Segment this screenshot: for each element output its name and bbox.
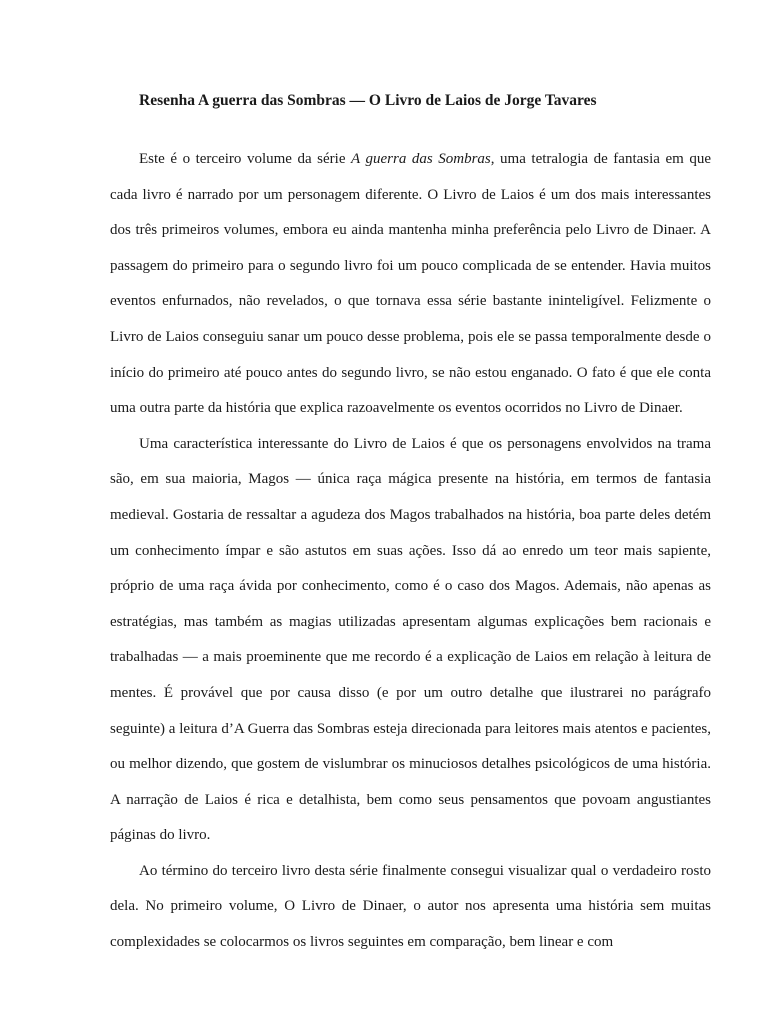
paragraph-1 bbox=[110, 142, 711, 427]
paragraph-3: Ao término do terceiro livro desta série finalmente consegui visualizar qual o verdadeiro rosto dela. No primeiro volume, O Livro de Dinaer, o autor nos apresenta uma história sem muitas complexidades se colocarmos os livros seguintes em comparação, bem linear e com bbox=[110, 862, 711, 951]
document-title: Resenha A guerra das Sombras — O Livro de Laios de Jorge Tavares bbox=[139, 92, 597, 109]
document-body bbox=[110, 142, 711, 961]
series-title-italic: A guerra das Sombras bbox=[351, 151, 491, 167]
paragraph-1-text-start: Este é o terceiro volume da série bbox=[139, 151, 352, 167]
paragraph-1-text-end: , uma tetralogia de fantasia em que cada livro é narrado por um personagem diferente. O Livro de Laios é um dos mais interessantes dos três primeiros volumes, embora eu ainda mantenha minha preferência pelo Livro de Dinaer. A passagem do primeiro para o segundo livro foi um pouco complicada de se entender. Havia muitos eventos enfurnados, não revelados, o que tornava essa série bastante ininteligível. Felizmente o Livro de Laios conseguiu sanar um pouco desse problema, pois ele se passa temporalmente desde o início do primeiro até pouco antes do segundo livro, se não estou enganado. O fato é que ele conta uma outra parte da história que explica razoavelmente os eventos ocorridos no Livro de Dinaer. bbox=[110, 151, 711, 417]
paragraph-2: Uma característica interessante do Livro de Laios é que os personagens envolvidos na trama são, em sua maioria, Magos — única raça mágica presente na história, em termos de fantasia medieval. Gostaria de ressaltar a agudeza dos Magos trabalhados na história, boa parte deles detém um conhecimento ímpar e são astutos em suas ações. Isso dá ao enredo um teor mais sapiente, próprio de uma raça ávida por conhecimento, como é o caso dos Magos. Ademais, não apenas as estratégias, mas também as magias utilizadas apresentam algumas explicações bem racionais e trabalhadas — a mais proeminente que me recordo é a explicação de Laios em relação à leitura de mentes. É provável que por causa disso (e por um outro detalhe que ilustrarei no parágrafo seguinte) a leitura d’A Guerra das Sombras esteja direcionada para leitores mais atentos e pacientes, ou melhor dizendo, que gostem de vislumbrar os minuciosos detalhes psicológicos de uma história. A narração de Laios é rica e detalhista, bem como seus pensamentos que povoam angustiantes páginas do livro. bbox=[110, 435, 711, 844]
